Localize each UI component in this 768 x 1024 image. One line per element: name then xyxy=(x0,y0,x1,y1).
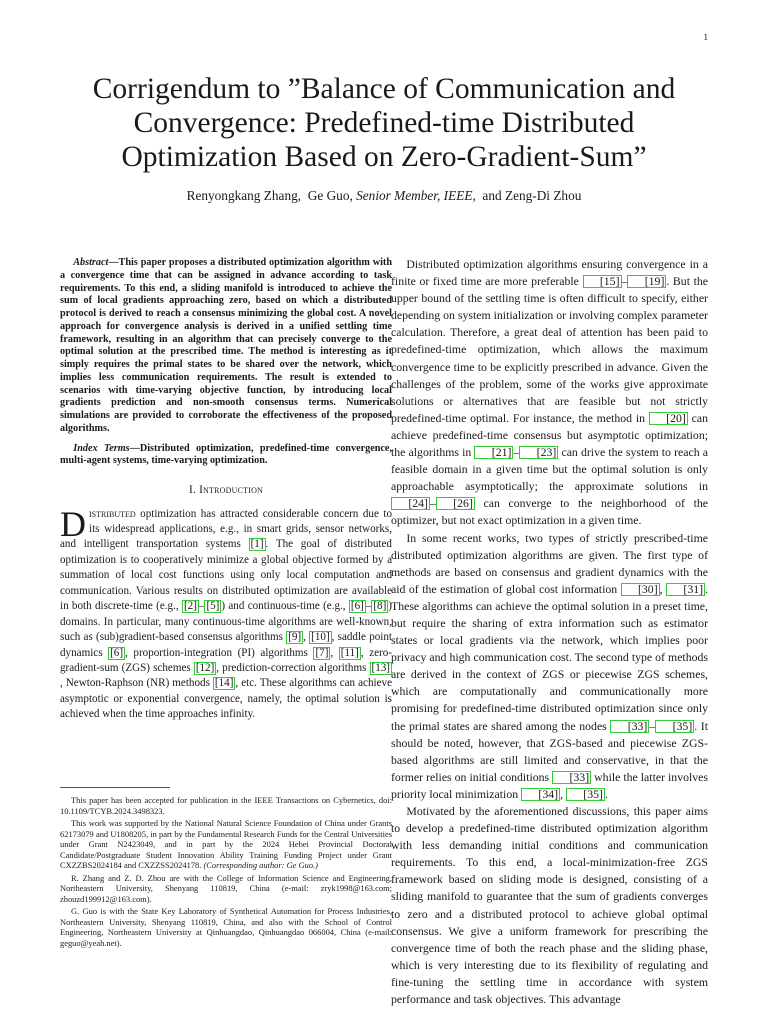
text-run: , xyxy=(560,786,566,801)
body-paragraph-1 xyxy=(391,256,708,530)
citation-link[interactable]: [8] xyxy=(373,600,387,613)
citation-link[interactable]: [20] xyxy=(649,412,688,425)
text-run: , zero-gradient-sum (ZGS) schemes xyxy=(60,646,392,675)
paper-title xyxy=(40,72,728,174)
citation-link[interactable]: [7] xyxy=(315,646,329,659)
citation-link[interactable]: [23] xyxy=(519,446,558,459)
drop-cap: D xyxy=(60,503,86,544)
text-run: In some recent works, two types of strictly prescribed-time distributed optimization algorithms are given. The first type of methods are based on consensus and gradient dynamics with the aid of the estimation of global cost information xyxy=(391,530,708,596)
citation-link[interactable]: [1] xyxy=(250,538,264,551)
citation-link[interactable]: [2] xyxy=(183,600,197,613)
title-line-1: Corrigendum to ”Balance of Communication and xyxy=(92,73,676,105)
citation-link[interactable]: [30] xyxy=(621,583,660,596)
intro-first-word: istributed xyxy=(89,507,136,520)
section-title: Introduction xyxy=(199,484,264,496)
funding-text: This work was supported by the National Natural Science Foundation of China under Grants 62173079 and U1808205, in part by the Fundamental Research Funds for the Central Universities under Grant N2423049, and in part by the 2024 Hebei Provincial Doctoral Candidate/Postgraduate Student Innovation Ability Training Funding Project under Grant CXZZBS2024184 and CXZZSS2024178. xyxy=(60,818,392,870)
citation-link[interactable]: [35] xyxy=(655,720,694,733)
index-terms xyxy=(60,443,392,469)
text-run: – xyxy=(621,274,628,289)
citation-link[interactable]: [6] xyxy=(350,600,364,613)
citation-link[interactable]: [6] xyxy=(110,646,124,659)
citation-link[interactable]: [33] xyxy=(610,720,649,733)
citation-link[interactable]: [31] xyxy=(666,583,705,596)
text-run: , prediction-correction algorithms xyxy=(216,662,370,675)
page-number: 1 xyxy=(703,32,708,42)
title-line-3: Optimization Based on Zero-Gradient-Sum” xyxy=(121,141,647,173)
text-run: . It should be noted, however, that ZGS-based and piecewise ZGS-based algorithms are still limited and conservative, in that the former relies on initial conditions xyxy=(391,718,708,784)
text-run: optimization has attracted considerable concern due to its widespread applications, e.g., in smart grids, sensor networks, and intelligent transportation systems xyxy=(60,507,392,551)
text-run: ) domains. In particular, many continuous-time algorithms are well-known, such as (sub)gradient-based consensus algorithms xyxy=(60,600,392,644)
footnotes xyxy=(60,795,392,950)
text-run: , xyxy=(303,631,310,644)
text-run: Distributed optimization algorithms ensuring convergence in a finite or fixed time are more preferable xyxy=(391,257,708,289)
text-run: while the latter involves priority local minimization xyxy=(391,769,708,801)
citation-link[interactable]: [19] xyxy=(627,275,666,288)
citation-link[interactable]: [26] xyxy=(436,497,475,510)
footnote-affiliation-2: G. Guo is with the State Key Laboratory of Synthetical Automation for Process Industries, Northeastern University, Shenyang 110819, China, and also with the School of Control Engineering, Northeastern University at Qinhuangdao, Qinhuangdao 066004, China (e-mail: geguo@yeah.net). xyxy=(60,906,392,948)
text-run: – xyxy=(365,600,372,613)
citation-link[interactable]: [35] xyxy=(566,788,605,801)
citation-link[interactable]: [11] xyxy=(340,646,359,659)
text-run: ) and continuous-time (e.g., xyxy=(221,600,349,613)
citation-link[interactable]: [9] xyxy=(288,631,302,644)
abstract xyxy=(60,257,392,436)
text-run: . These algorithms can achieve the optimal solution in a preset time, but require the sharing of extra information such as estimator states or local gradients via the network, which implies poor privacy and high communication cost. The second type of methods are derived in the context of ZGS or piecewise ZGS schemes, which are computationally and communicationally more promising for predefined-time distributed optimization since only the primal states are shared among the nodes xyxy=(391,581,708,733)
citation-link[interactable]: [34] xyxy=(521,788,560,801)
author-list xyxy=(40,187,728,204)
citation-link[interactable]: [24] xyxy=(391,497,430,510)
footnote-affiliation-1: R. Zhang and Z. D. Zhou are with the College of Information Science and Engineering, Northeastern University, Shenyang 110819, China (e-mail: zryk1998@163.com; zhouzd199912@163.com). xyxy=(60,872,392,904)
right-column xyxy=(391,256,708,1008)
section-heading-introduction xyxy=(60,483,392,499)
section-number: I. xyxy=(188,484,196,496)
left-column xyxy=(60,257,392,723)
text-run: can drive the system to reach a feasible domain in a given time but the optimal solution is only approachable asymptotically; the approximate solutions in xyxy=(391,445,708,494)
text-run: can achieve predefined-time consensus but asymptotic optimization; the algorithms in xyxy=(391,410,708,460)
text-run: – xyxy=(198,600,205,613)
body-paragraph-3: Motivated by the aforementioned discussions, this paper aims to develop a predefined-time distributed optimization algorithm with less demanding initial conditions and communication requirements. To this end, a local-minimization-free ZGS framework based on sliding mode is designed, consisting of a sliding manifold to guarantee that the sum of gradients converges to zero and a distributed protocol to achieve global optimal consensus. We give a uniform framework for prescribing the convergence time of both the reach phase and the sliding phase, which is very interesting due to its flexibility of regulating and fine-tuning the settling time in accordance with system performance and task objectives. This advantage xyxy=(391,804,708,1007)
footnote-acceptance: This paper has been accepted for publication in the IEEE Transactions on Cybernetics, doi: 10.1109/TCYB.2024.3498323. xyxy=(60,795,392,816)
index-terms-label: Index Terms xyxy=(73,442,130,454)
body-paragraph-2 xyxy=(391,530,708,804)
corresponding-author: (Corresponding author: Ge Guo.) xyxy=(203,860,318,870)
citation-link[interactable]: [14] xyxy=(214,677,234,690)
text-run: – xyxy=(649,718,656,733)
text-run: – xyxy=(429,496,436,511)
text-run: . But the upper bound of the settling time is often difficult to specify, either depending on system initialization or involving complex parameter calculation. Therefore, a great deal of attention has been paid to predefined-time optimization, which allows the maximum convergence time to be explicitly prescribed in advance. Given the challenges of the problem, some of the works give approximate solutions or alternatives that are feasible but not strictly predefined-time optimal. For instance, the method in xyxy=(391,274,708,425)
citation-link[interactable]: [21] xyxy=(474,446,513,459)
index-terms-text: —Distributed optimization, predefined-time convergence, multi-agent systems, time-varying optimization. xyxy=(60,442,392,467)
author-2-title: Senior Member, IEEE, xyxy=(356,188,476,203)
text-run: , saddle point dynamics xyxy=(60,631,393,659)
text-run: – xyxy=(513,445,520,460)
citation-link[interactable]: [5] xyxy=(206,600,220,613)
text-run: can converge to the neighborhood of the optimizer, but not exact optimization in a given time. xyxy=(391,496,708,528)
footnote-funding xyxy=(60,818,392,871)
author-3: and Zeng-Di Zhou xyxy=(482,188,582,203)
intro-paragraph xyxy=(60,503,393,723)
title-line-2: Convergence: Predefined-time Distributed xyxy=(133,107,635,139)
text-run: , Newton-Raphson (NR) methods xyxy=(60,677,213,690)
citation-link[interactable]: [15] xyxy=(583,275,622,288)
citation-link[interactable]: [12] xyxy=(195,662,215,675)
text-run: , proportion-integration (PI) algorithms xyxy=(125,646,314,659)
citation-link[interactable]: [33] xyxy=(552,771,591,784)
text-run: . The goal of distributed optimization is to cooperatively minimize a global objective formed by a summation of local cost functions using only local computation and communication. Various results on distributed optimization are available in both discrete-time (e.g., xyxy=(60,538,392,613)
footnote-rule xyxy=(60,787,170,788)
text-run: , xyxy=(659,581,667,596)
author-1: Renyongkang Zhang, xyxy=(186,188,302,203)
author-2: Ge Guo, xyxy=(307,188,353,203)
citation-link[interactable]: [13] xyxy=(371,662,390,675)
text-run: , etc. These algorithms can achieve asymptotic or exponential convergence, namely, the optimal solution is achieved when the time approaches infinity. xyxy=(60,677,392,721)
abstract-label: Abstract xyxy=(73,257,109,268)
text-run: , xyxy=(330,646,339,659)
abstract-text: —This paper proposes a distributed optimization algorithm with a convergence time that can be assigned in advance according to task requirements. To this end, a sliding manifold is introduced to achieve the sum of local gradients approaching zero, based on which a distributed protocol is derived to reach a consensus minimizing the global cost. A novel approach for convergence analysis is derived in a unified settling time framework, resulting in an algorithm that can precisely converge to the optimal solution at the prescribed time. The method is interesting as it simply requires the primal states to be shared over the network, which implies less communication requirements. The result is extended to scenarios with time-varying objective function, by introducing local gradients prediction and non-smooth consensus terms. Numerical simulations are provided to corroborate the effectiveness of the proposed algorithms. xyxy=(60,257,392,434)
text-run: . xyxy=(604,786,608,801)
citation-link[interactable]: [10] xyxy=(311,631,330,644)
